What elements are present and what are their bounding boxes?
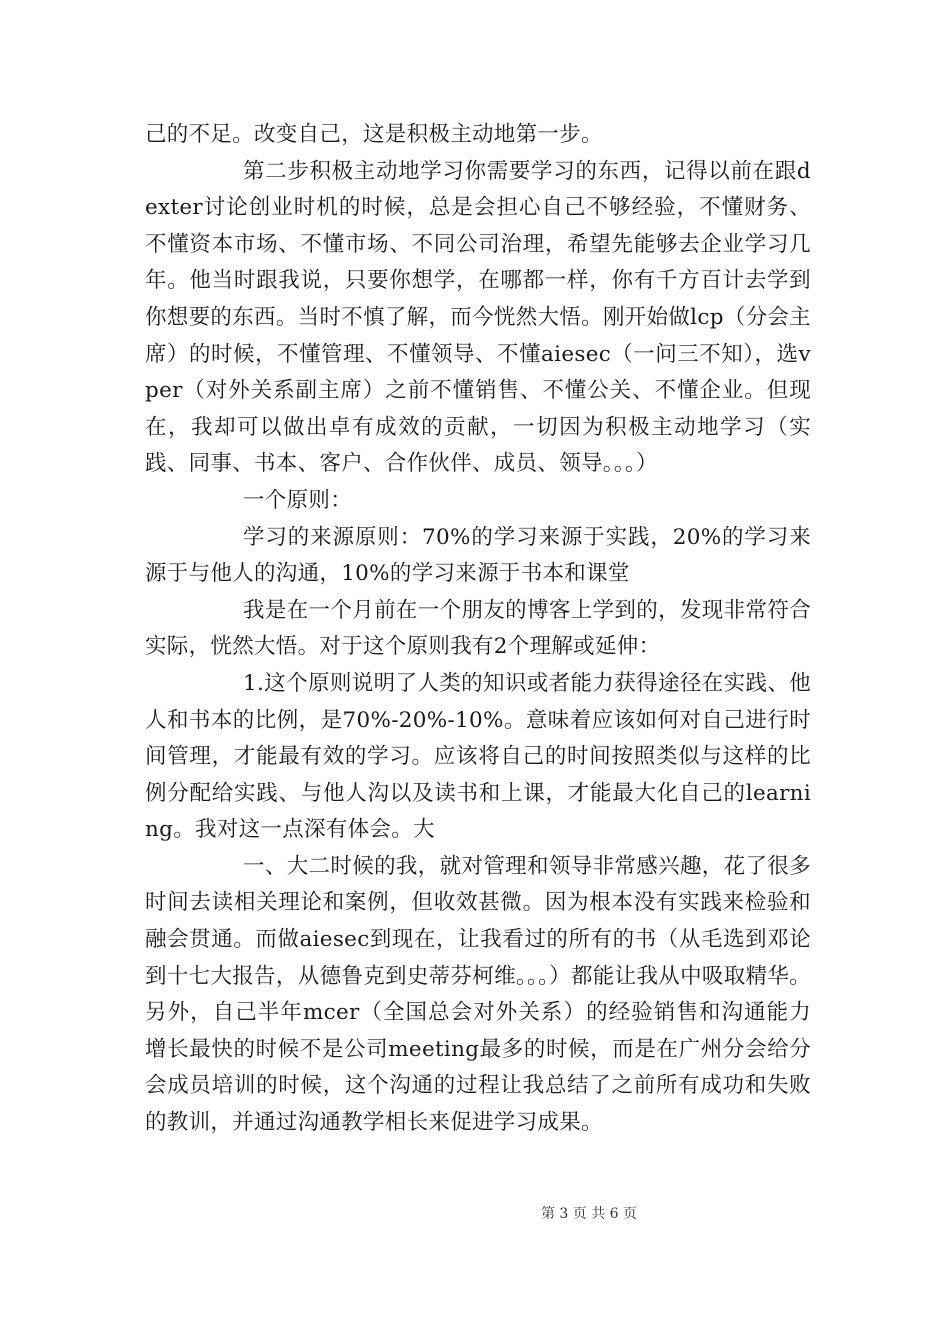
paragraph: 第二步积极主动地学习你需要学习的东西，记得以前在跟dexter讨论创业时机的时候，总是会担心自己不够经验，不懂财务、不懂资本市场、不懂市场、不同公司治理，希望先能够去企业学习几年。他当时跟我说，只要你想学，在哪都一样，你有千方百计去学到你想要的东西。当时不慎了解，而今恍然大悟。刚开始做lcp（分会主席）的时候，不懂管理、不懂领导、不懂aiesec（一问三不知），选vper（对外关系副主席）之前不懂销售、不懂公关、不懂企业。但现在，我却可以做出卓有成效的贡献，一切因为积极主动地学习（实践、同事、书本、客户、合作伙伴、成员、领导。。。）	[145, 158, 811, 477]
paragraph: 己的不足。改变自己，这是积极主动地第一步。	[145, 122, 603, 147]
paragraph: 我是在一个月前在一个朋友的博客上学到的，发现非常符合实际，恍然大悟。对于这个原则我有2个理解或延伸：	[145, 597, 811, 660]
paragraph: 一、大二时候的我，就对管理和领导非常感兴趣，花了很多时间去读相关理论和案例，但收效甚微。因为根本没有实践来检验和融会贯通。而做aiesec到现在，让我看过的所有的书（从毛选到邓论到十七大报告，从德鲁克到史蒂芬柯维。。。）都能让我从中吸取精华。另外，自己半年mcer（全国总会对外关系）的经验销售和沟通能力增长最快的时候不是公司meeting最多的时候，而是在广州分会给分会成员培训的时候，这个沟通的过程让我总结了之前所有成功和失败的教训，并通过沟通教学相长来促进学习成果。	[145, 853, 811, 1136]
page-number-footer: 第 3 页 共 6 页	[540, 1206, 638, 1222]
paragraph: 学习的来源原则：70%的学习来源于实践，20%的学习来源于与他人的沟通，10%的学习来源于书本和课堂	[145, 524, 811, 587]
paragraph: 一个原则：	[243, 487, 353, 513]
paragraph: 1.这个原则说明了人类的知识或者能力获得途径在实践、他人和书本的比例，是70%-20%-10%。意味着应该如何对自己进行时间管理，才能最有效的学习。应该将自己的时间按照类似与这样的比例分配给实践、与他人沟以及读书和上课，才能最大化自己的learning。我对这一点深有体会。大	[145, 670, 811, 843]
document-body	[145, 117, 811, 1142]
